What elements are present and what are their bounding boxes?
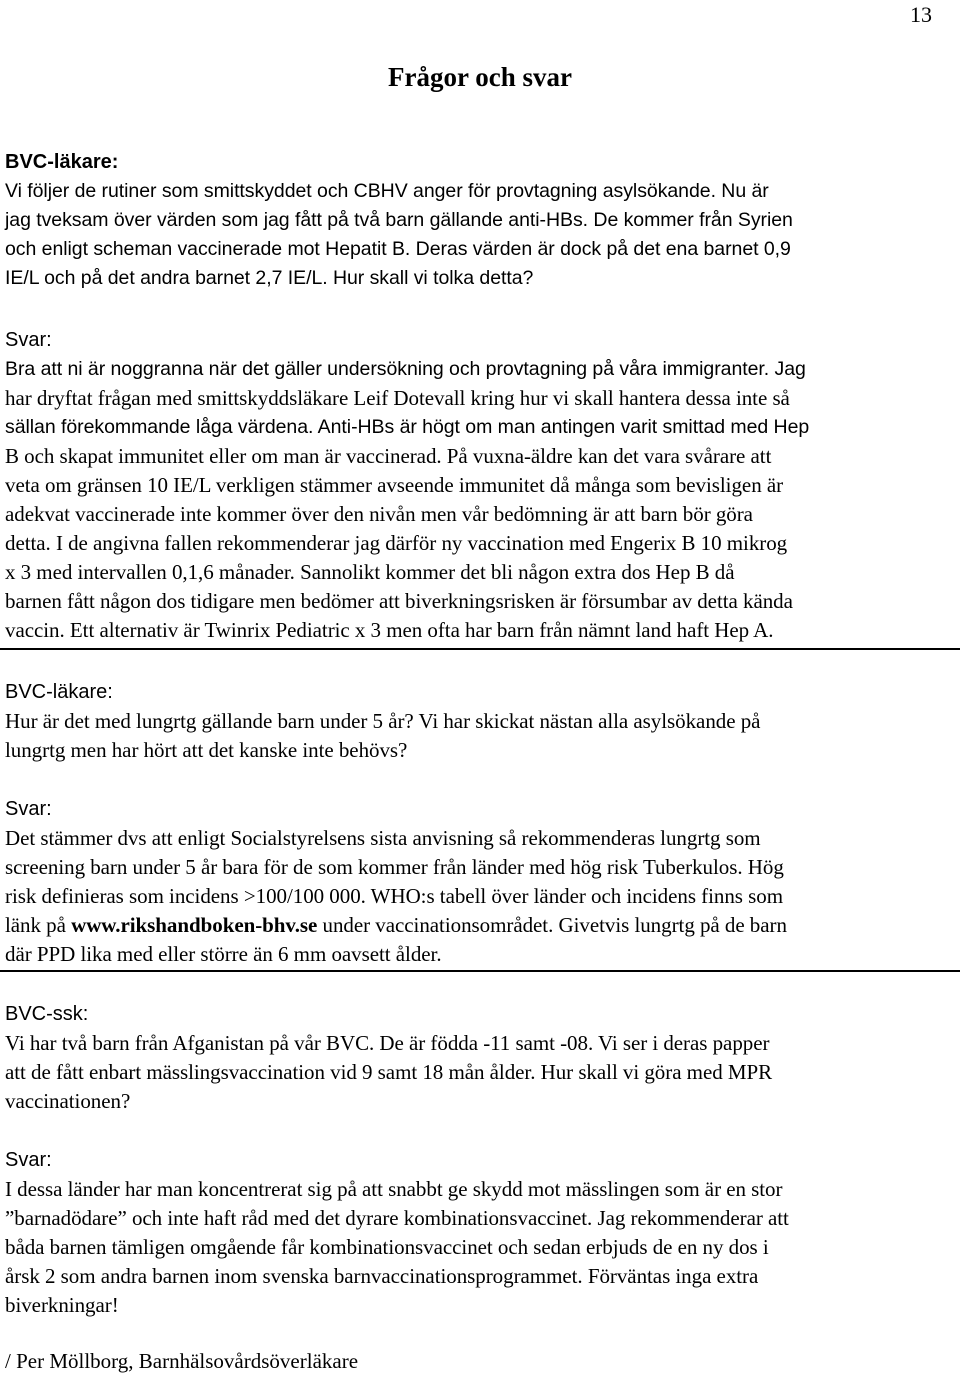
text-fragment: under vaccinationsområdet. Givetvis lungrtg på de barn [317,913,787,937]
text-line: båda barnen tämligen omgående får kombinationsvaccinet och sedan erbjuds de en ny dos i [5,1235,769,1259]
answer-1-text [5,355,955,645]
text-line: sällan förekommande låga värdena. Anti-HBs är högt om man antingen varit smittad med Hep [5,416,810,438]
text-line: jag tveksam över värden som jag fått på två barn gällande anti-HBs. De kommer från Syrien [5,209,793,231]
question-1 [5,148,955,293]
text-line: Vi följer de rutiner som smittskyddet och CBHV anger för provtagning asylsökande. Nu är [5,180,769,202]
text-line: Det stämmer dvs att enligt Socialstyrelsens sista anvisning så rekommenderas lungrtg som [5,826,761,850]
text-line: Bra att ni är noggranna när det gäller undersökning och provtagning på våra immigranter. Jag [5,358,806,380]
text-line: risk definieras som incidens >100/100 000. WHO:s tabell över länder och incidens finns som [5,884,783,908]
answer-2-text [5,824,955,969]
text-line: detta. I de angivna fallen rekommenderar jag därför ny vaccination med Engerix B 10 mikrog [5,531,788,555]
answer-1 [5,326,955,645]
signature: / Per Möllborg, Barnhälsovårdsöverläkare [5,1349,359,1373]
text-line: I dessa länder har man koncentrerat sig på att snabbt ge skydd mot mässlingen som är en stor [5,1177,783,1201]
text-line: screening barn under 5 år bara för de som kommer från länder med hög risk Tuberkulos. Hög [5,855,784,879]
text-line: x 3 med intervallen 0,1,6 månader. Sannolikt kommer det bli någon extra dos Hep B då [5,560,735,584]
text-fragment: länk på [5,913,72,937]
text-line: Vi har två barn från Afganistan på vår BVC. De är födda -11 samt -08. Vi ser i deras papper [5,1031,770,1055]
text-line [5,911,955,940]
text-line: att de fått enbart mässlingsvaccination vid 9 samt 18 mån ålder. Hur skall vi göra med MPR [5,1060,773,1084]
text-line: B och skapat immunitet eller om man är vaccinerad. På vuxna-äldre kan det vara svårare att [5,444,772,468]
text-line: adekvat vaccinerade inte kommer över den nivån men vår bedömning är att barn bör göra [5,502,753,526]
question-3-text [5,1029,955,1116]
page-number: 13 [910,2,932,27]
text-line: där PPD lika med eller större än 6 mm oavsett ålder. [5,942,442,966]
question-2-label: BVC-läkare: [5,681,113,703]
text-line: IE/L och på det andra barnet 2,7 IE/L. Hur skall vi tolka detta? [5,267,534,289]
answer-3-text [5,1175,955,1320]
text-line: har dryftat frågan med smittskyddsläkare Leif Dotevall kring hur vi skall hantera dessa inte så [5,386,790,410]
text-line: veta om gränsen 10 IE/L verkligen stämmer avseende immunitet då många som bevisligen är [5,473,784,497]
question-3-label: BVC-ssk: [5,1003,89,1025]
text-line: vaccin. Ett alternativ är Twinrix Pediatric x 3 men ofta har barn från nämnt land haft Hep A. [5,618,774,642]
text-line: Hur är det med lungrtg gällande barn under 5 år? Vi har skickat nästan alla asylsökande på [5,709,761,733]
text-line: och enligt scheman vaccinerade mot Hepatit B. Deras värden är dock på det ena barnet 0,9 [5,238,791,260]
answer-2 [5,795,955,969]
text-line: biverkningar! [5,1293,119,1317]
question-1-text [5,177,955,293]
text-line: lungrtg men har hört att det kanske inte behövs? [5,738,408,762]
text-line: årsk 2 som andra barnen inom svenska barnvaccinationsprogrammet. Förväntas inga extra [5,1264,759,1288]
section-divider [0,970,960,972]
text-line: ”barnadödare” och inte haft råd med det dyrare kombinationsvaccinet. Jag rekommenderar att [5,1206,789,1230]
answer-2-label: Svar: [5,798,52,820]
text-line: barnen fått någon dos tidigare men bedömer att biverkningsrisken är försumbar av detta kända [5,589,793,613]
answer-3 [5,1146,955,1320]
answer-1-label: Svar: [5,329,52,351]
section-divider [0,648,960,650]
question-1-label: BVC-läkare: [5,151,119,173]
answer-3-label: Svar: [5,1149,52,1171]
question-3 [5,1000,955,1116]
question-2 [5,678,955,765]
page-title: Frågor och svar [388,62,572,92]
rikshandboken-link[interactable]: www.rikshandboken-bhv.se [71,913,318,937]
question-2-text [5,707,955,765]
text-line: vaccinationen? [5,1089,131,1113]
